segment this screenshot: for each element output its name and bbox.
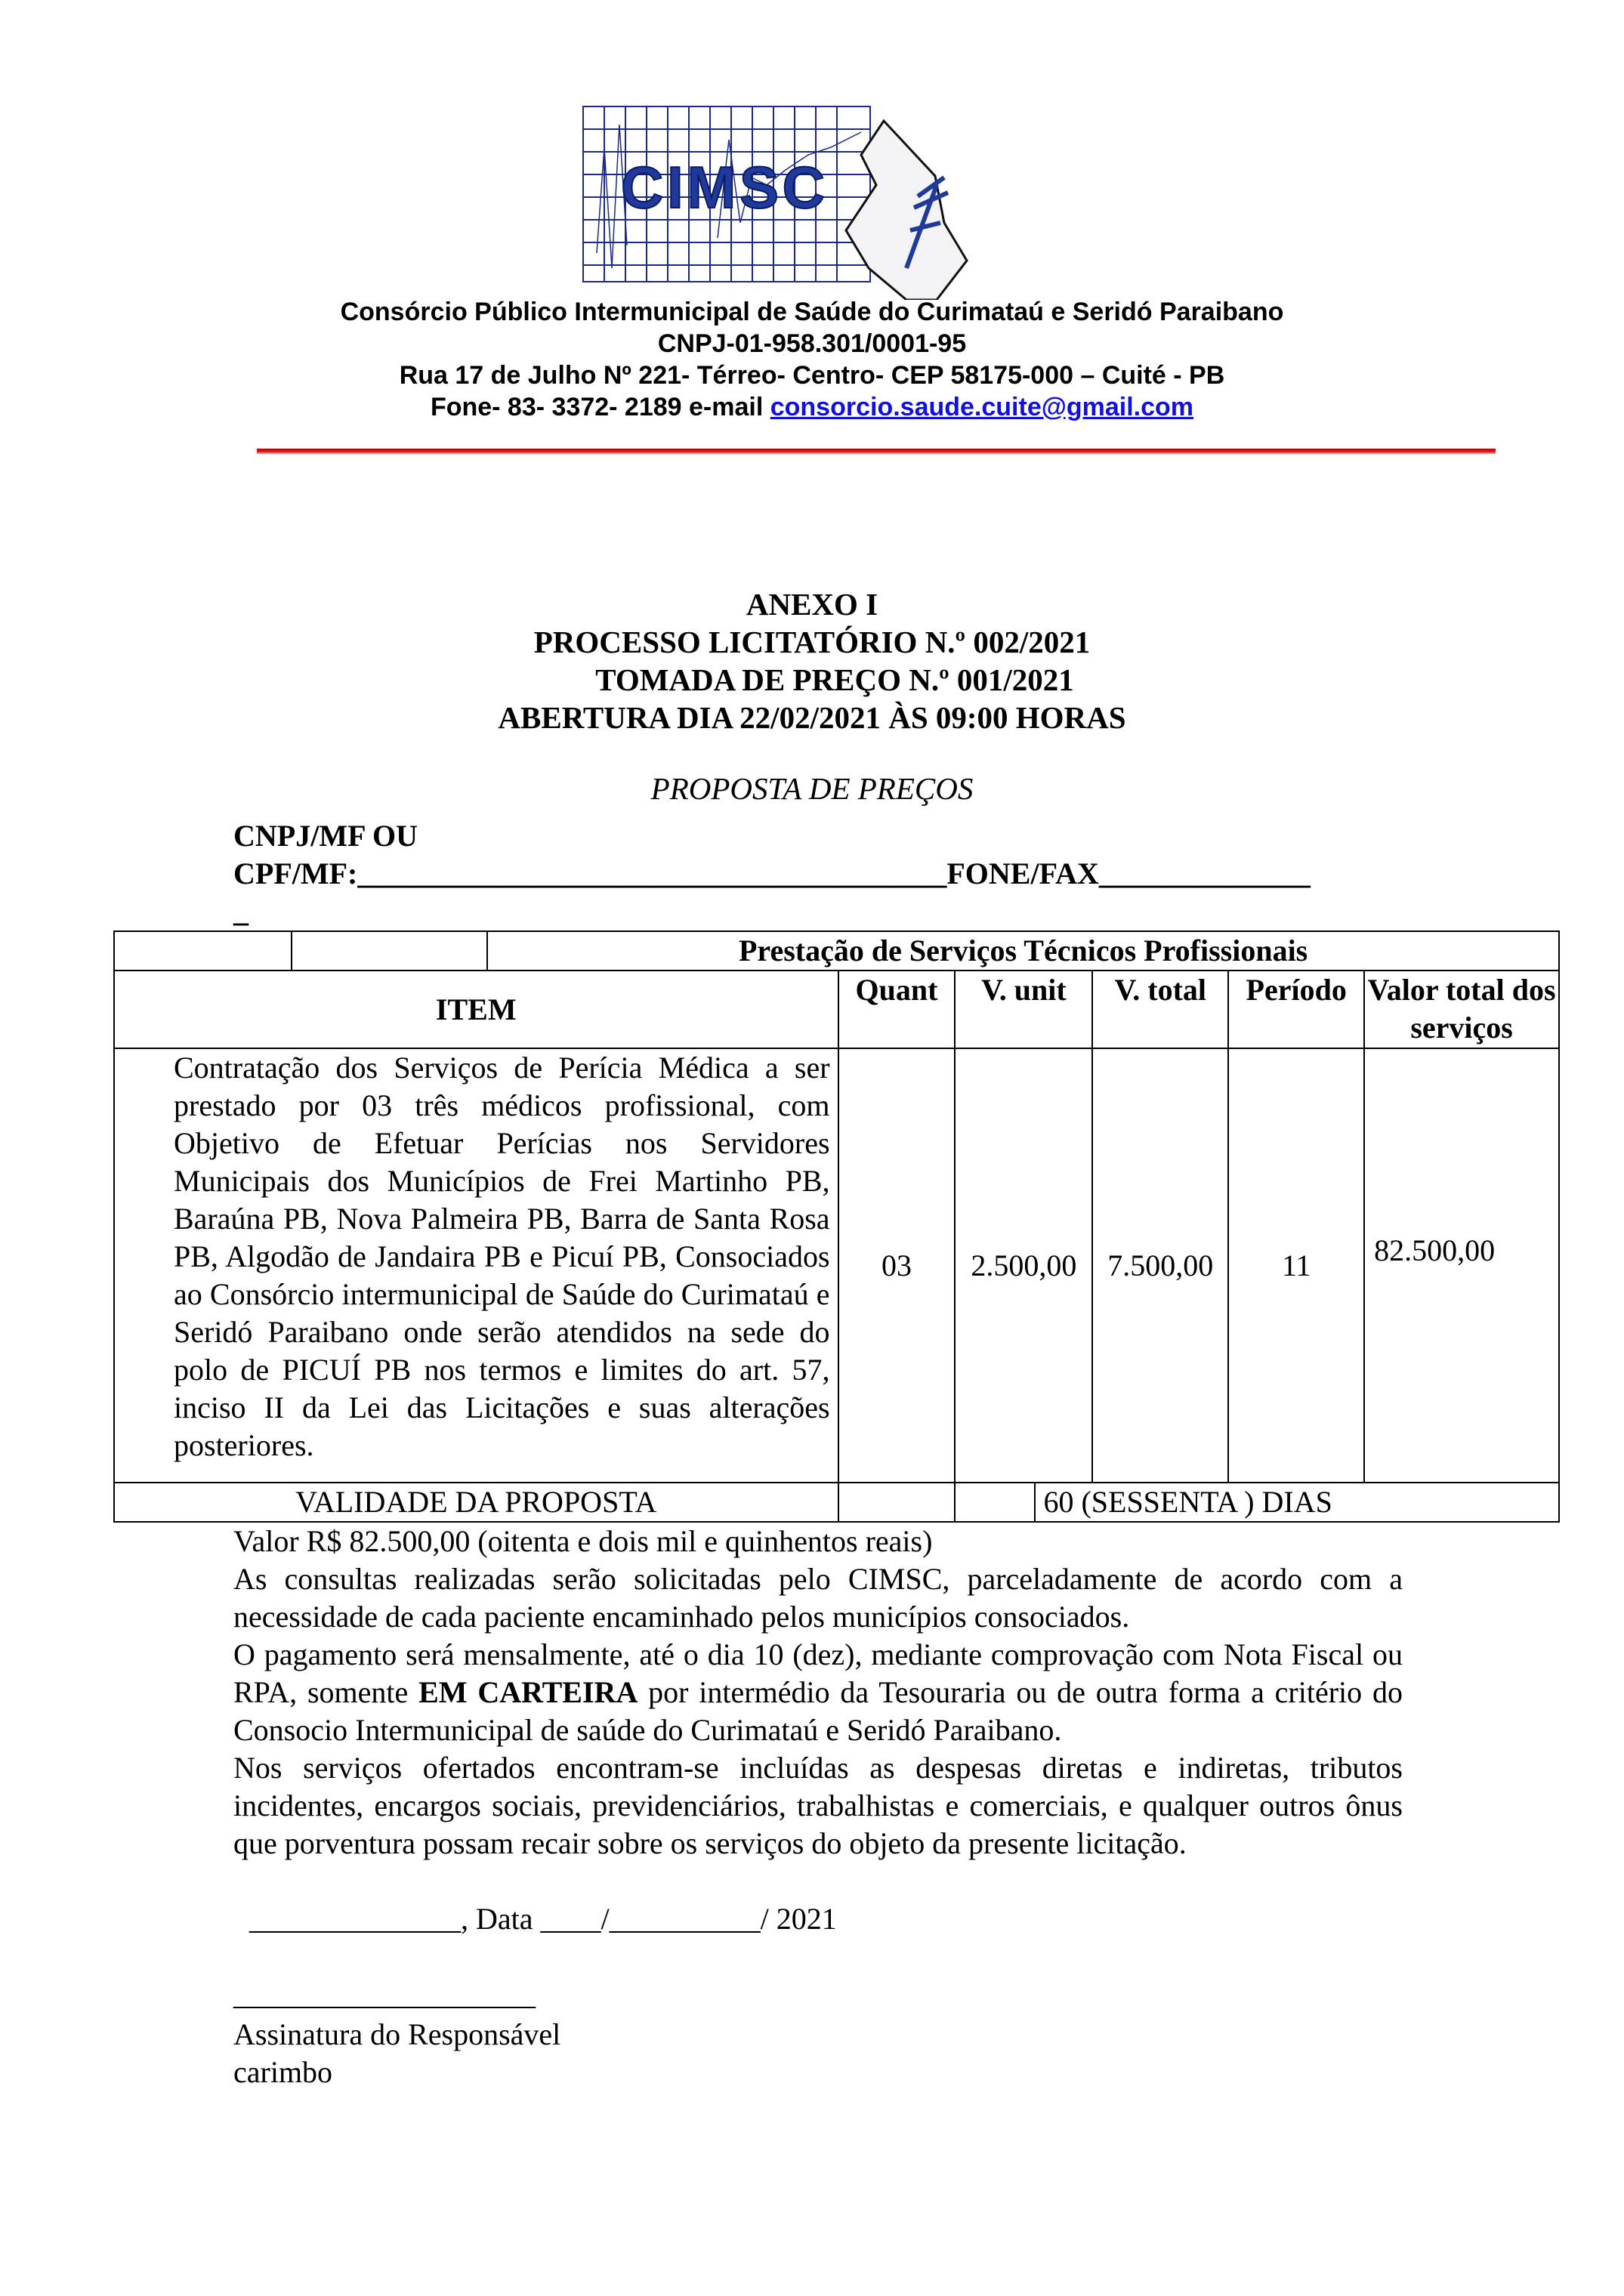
header-vunit: V. unit xyxy=(955,971,1092,1048)
underscore: _ xyxy=(233,894,249,928)
cell-vunit: 2.500,00 xyxy=(955,1048,1092,1483)
org-cnpj: CNPJ-01-958.301/0001-95 xyxy=(657,329,967,358)
validity-value: 60 (SESSENTA ) DIAS xyxy=(1043,1485,1332,1519)
section-title: Prestação de Serviços Técnicos Profissionais xyxy=(487,931,1559,971)
org-address: Rua 17 de Julho Nº 221- Térreo- Centro- CEP 58175-000 – Cuité - PB xyxy=(399,361,1225,390)
empty-cell xyxy=(956,1483,1036,1521)
header-item: ITEM xyxy=(114,971,838,1048)
date-line[interactable]: ______________, Data ____/__________/ 2021 xyxy=(249,1902,837,1936)
cell-valor-total: 82.500,00 xyxy=(1364,1048,1559,1483)
empty-cell xyxy=(114,931,292,971)
validity-row xyxy=(114,1483,1559,1522)
price-table xyxy=(113,930,1560,1523)
validity-cell-wrap xyxy=(955,1483,1559,1522)
item-description: Contratação dos Serviços de Perícia Médica a ser prestado por 03 três médicos profissional, com Objetivo de Efetuar Perícias nos Servidores Municipais dos Municípios de Frei Martinho PB, Baraúna PB, Nova Palmeira PB, Barra de Santa Rosa PB, Algodão de Jandaira PB e Picuí PB, Consociados ao Consórcio intermunicipal de Saúde do Curimataú e Seridó Paraibano onde serão atendidos na sede do polo de PICUÍ PB nos termos e limites do art. 57, inciso II da Lei das Licitações e suas alterações posteriores. xyxy=(114,1048,838,1483)
svg-text:CIMSC: CIMSC xyxy=(621,154,825,221)
signature-label: Assinatura do Responsável xyxy=(233,2017,561,2051)
phone-label: Fone- 83- 3372- 2189 e-mail xyxy=(430,393,770,421)
process-number: PROCESSO LICITATÓRIO N.º 002/2021 xyxy=(533,625,1091,659)
validity-label: VALIDADE DA PROPOSTA xyxy=(114,1483,838,1522)
table-section-row xyxy=(114,931,1559,971)
org-contact xyxy=(0,391,1624,423)
annex-title: ANEXO I xyxy=(746,587,878,622)
empty-cell xyxy=(292,931,488,971)
cnpj-label: CNPJ/MF OU xyxy=(233,819,418,853)
table-header-row xyxy=(114,971,1559,1048)
cell-quant: 03 xyxy=(838,1048,956,1483)
cpf-fone-field[interactable]: CPF/MF:_______________________________________FONE/FAX______________ xyxy=(233,856,1311,890)
empty-cell xyxy=(838,1483,956,1522)
value-paragraph: Valor R$ 82.500,00 (oitenta e dois mil e quinhentos reais) xyxy=(233,1524,933,1558)
cimsc-logo xyxy=(582,102,1065,300)
payment-text-end: por intermédio da Tesouraria ou de outra forma a critério do Consocio Intermunicipal de saúde do Curimataú e Seridó Paraibano. xyxy=(233,1675,1403,1747)
payment-paragraph xyxy=(233,1636,1403,1749)
services-paragraph: Nos serviços ofertados encontram-se incluídas as despesas diretas e indiretas, tributos incidentes, encargos sociais, previdenciários, trabalhistas e comerciais, e qualquer outros ônus que porventura possam recair sobre os serviços do objeto da presente licitação. xyxy=(233,1751,1403,1860)
stamp-label: carimbo xyxy=(233,2055,333,2089)
opening-date: ABERTURA DIA 22/02/2021 ÀS 09:00 HORAS xyxy=(498,700,1126,735)
header-valor-total: Valor total dos serviços xyxy=(1364,971,1559,1048)
consultations-paragraph: As consultas realizadas serão solicitadas pelo CIMSC, parceladamente de acordo com a necessidade de cada paciente encaminhado pelos municípios consociados. xyxy=(233,1562,1403,1634)
header-divider xyxy=(257,449,1496,454)
header-quant: Quant xyxy=(838,971,956,1048)
email-link[interactable]: consorcio.saude.cuite@gmail.com xyxy=(770,393,1194,421)
proposal-subtitle: PROPOSTA DE PREÇOS xyxy=(650,771,974,806)
table-row xyxy=(114,1048,1559,1483)
payment-emphasis: EM CARTEIRA xyxy=(418,1675,638,1709)
payment-text: O pagamento será mensalmente, até o dia 10 (dez), mediante comprovação com Nota Fiscal ou RPA, somente xyxy=(233,1637,1403,1709)
cell-vtotal: 7.500,00 xyxy=(1092,1048,1228,1483)
header-vtotal: V. total xyxy=(1092,971,1228,1048)
tender-number: TOMADA DE PREÇO N.º 001/2021 xyxy=(595,662,1074,697)
cell-periodo: 11 xyxy=(1228,1048,1364,1483)
signature-line: ____________________ xyxy=(233,1977,536,2011)
header-periodo: Período xyxy=(1228,971,1364,1048)
org-name: Consórcio Público Intermunicipal de Saúde do Curimataú e Seridó Paraibano xyxy=(340,298,1284,326)
